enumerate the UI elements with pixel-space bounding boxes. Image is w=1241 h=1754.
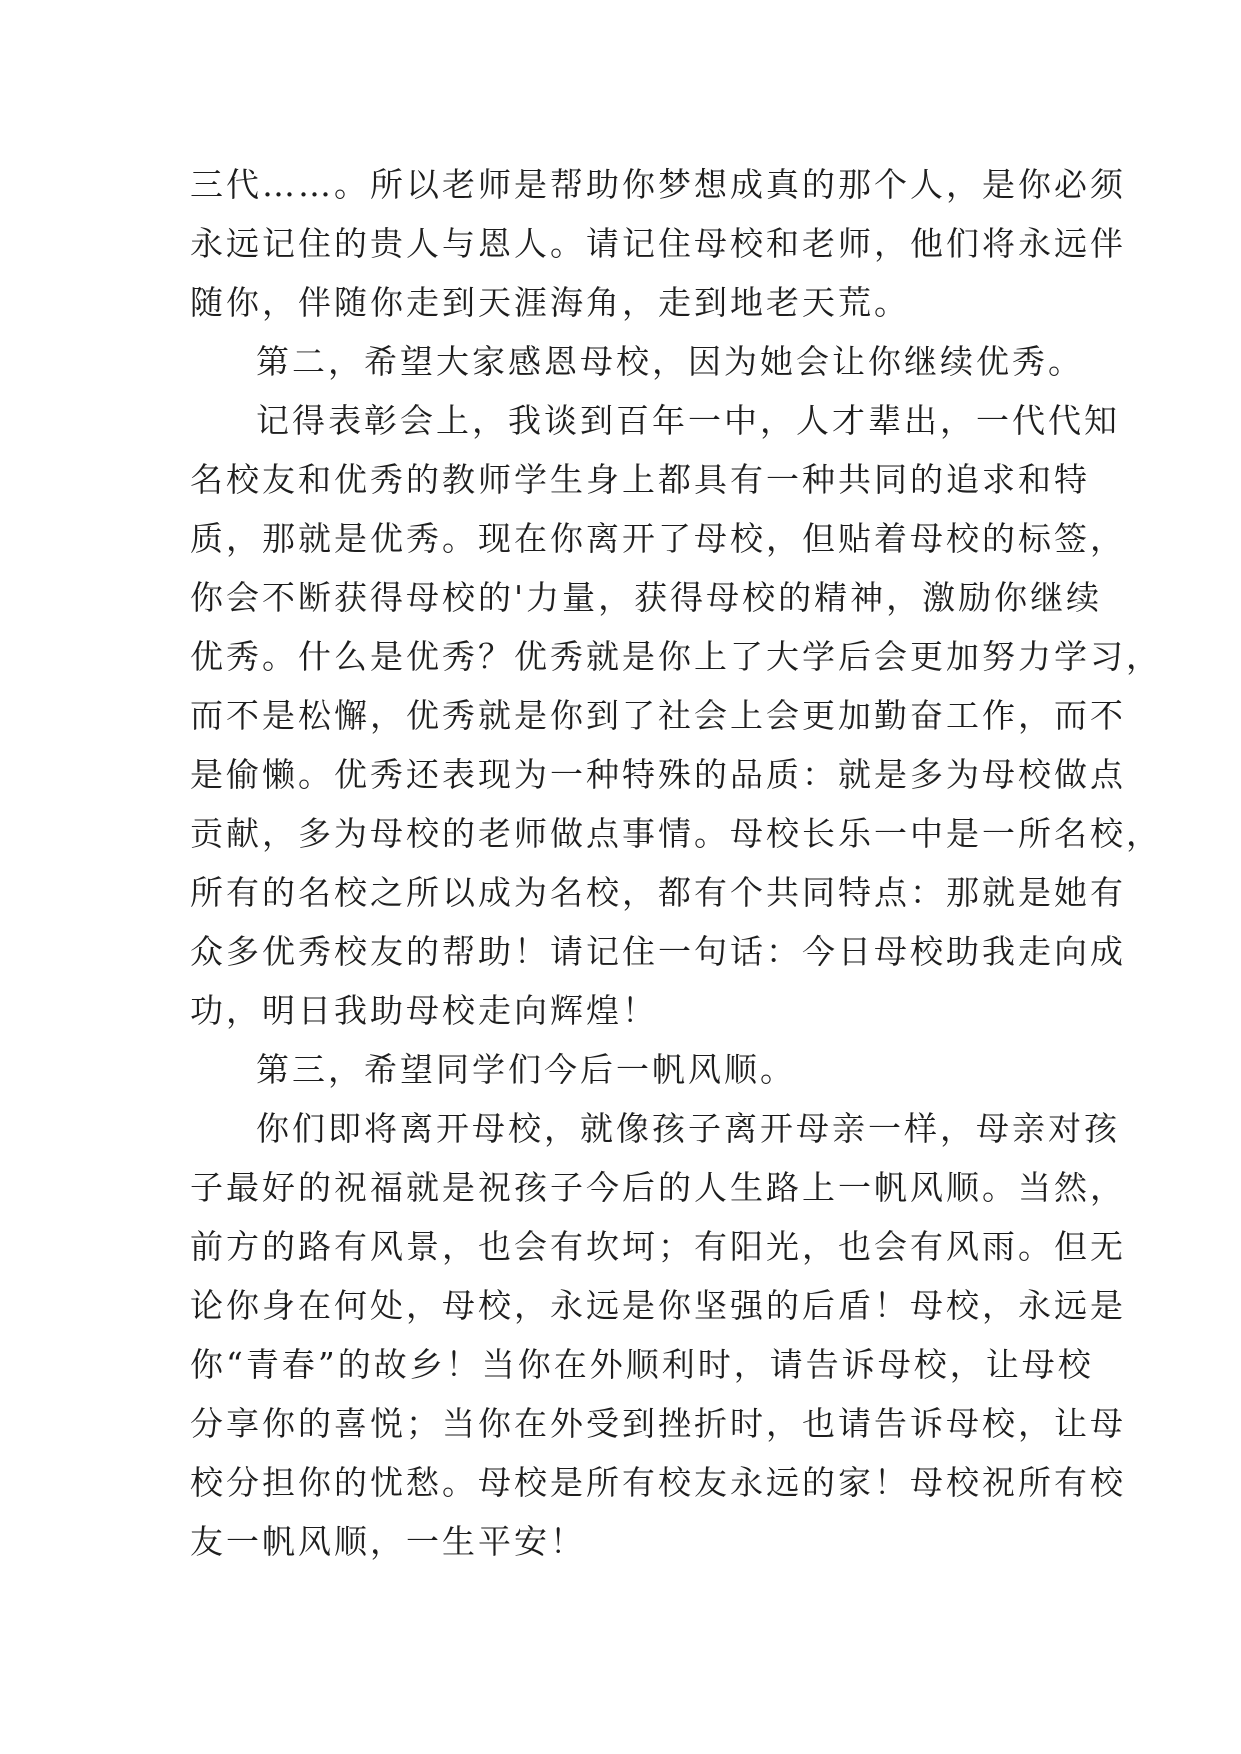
text-line: 而不是松懈，优秀就是你到了社会上会更加勤奋工作，而不 xyxy=(190,696,1126,735)
paragraph-first-line: 第三，希望同学们今后一帆风顺。 xyxy=(256,1050,796,1089)
paragraph-first-line: 你们即将离开母校，就像孩子离开母亲一样，母亲对孩 xyxy=(256,1109,1120,1148)
text-line: 所有的名校之所以成为名校，都有个共同特点：那就是她有 xyxy=(190,873,1126,912)
text-line: 论你身在何处，母校，永远是你坚强的后盾！母校，永远是 xyxy=(190,1286,1126,1325)
text-line: 校分担你的忧愁。母校是所有校友永远的家！母校祝所有校 xyxy=(190,1463,1126,1502)
text-line: 你会不断获得母校的'力量，获得母校的精神，激励你继续 xyxy=(190,578,1103,617)
paragraph-first-line: 第二，希望大家感恩母校，因为她会让你继续优秀。 xyxy=(256,342,1084,381)
text-line: 友一帆风顺，一生平安！ xyxy=(190,1522,586,1561)
text-line: 质，那就是优秀。现在你离开了母校，但贴着母校的标签， xyxy=(190,519,1126,558)
text-line: 前方的路有风景，也会有坎坷；有阳光，也会有风雨。但无 xyxy=(190,1227,1126,1266)
text-line: 你“青春”的故乡！当你在外顺利时，请告诉母校，让母校 xyxy=(190,1345,1094,1384)
text-line: 优秀。什么是优秀？优秀就是你上了大学后会更加努力学习， xyxy=(190,637,1162,676)
text-line: 贡献，多为母校的老师做点事情。母校长乐一中是一所名校， xyxy=(190,814,1162,853)
text-line: 随你，伴随你走到天涯海角，走到地老天荒。 xyxy=(190,283,910,322)
text-line: 永远记住的贵人与恩人。请记住母校和老师，他们将永远伴 xyxy=(190,224,1126,263)
text-line: 三代……。所以老师是帮助你梦想成真的那个人，是你必须 xyxy=(190,165,1126,204)
text-line: 功，明日我助母校走向辉煌！ xyxy=(190,991,658,1030)
text-line: 子最好的祝福就是祝孩子今后的人生路上一帆风顺。当然， xyxy=(190,1168,1126,1207)
text-line: 是偷懒。优秀还表现为一种特殊的品质：就是多为母校做点 xyxy=(190,755,1126,794)
text-line: 名校友和优秀的教师学生身上都具有一种共同的追求和特 xyxy=(190,460,1090,499)
paragraph-first-line: 记得表彰会上，我谈到百年一中，人才辈出，一代代知 xyxy=(256,401,1120,440)
text-line: 分享你的喜悦；当你在外受到挫折时，也请告诉母校，让母 xyxy=(190,1404,1126,1443)
document-body xyxy=(190,155,1162,1571)
text-line: 众多优秀校友的帮助！请记住一句话：今日母校助我走向成 xyxy=(190,932,1126,971)
